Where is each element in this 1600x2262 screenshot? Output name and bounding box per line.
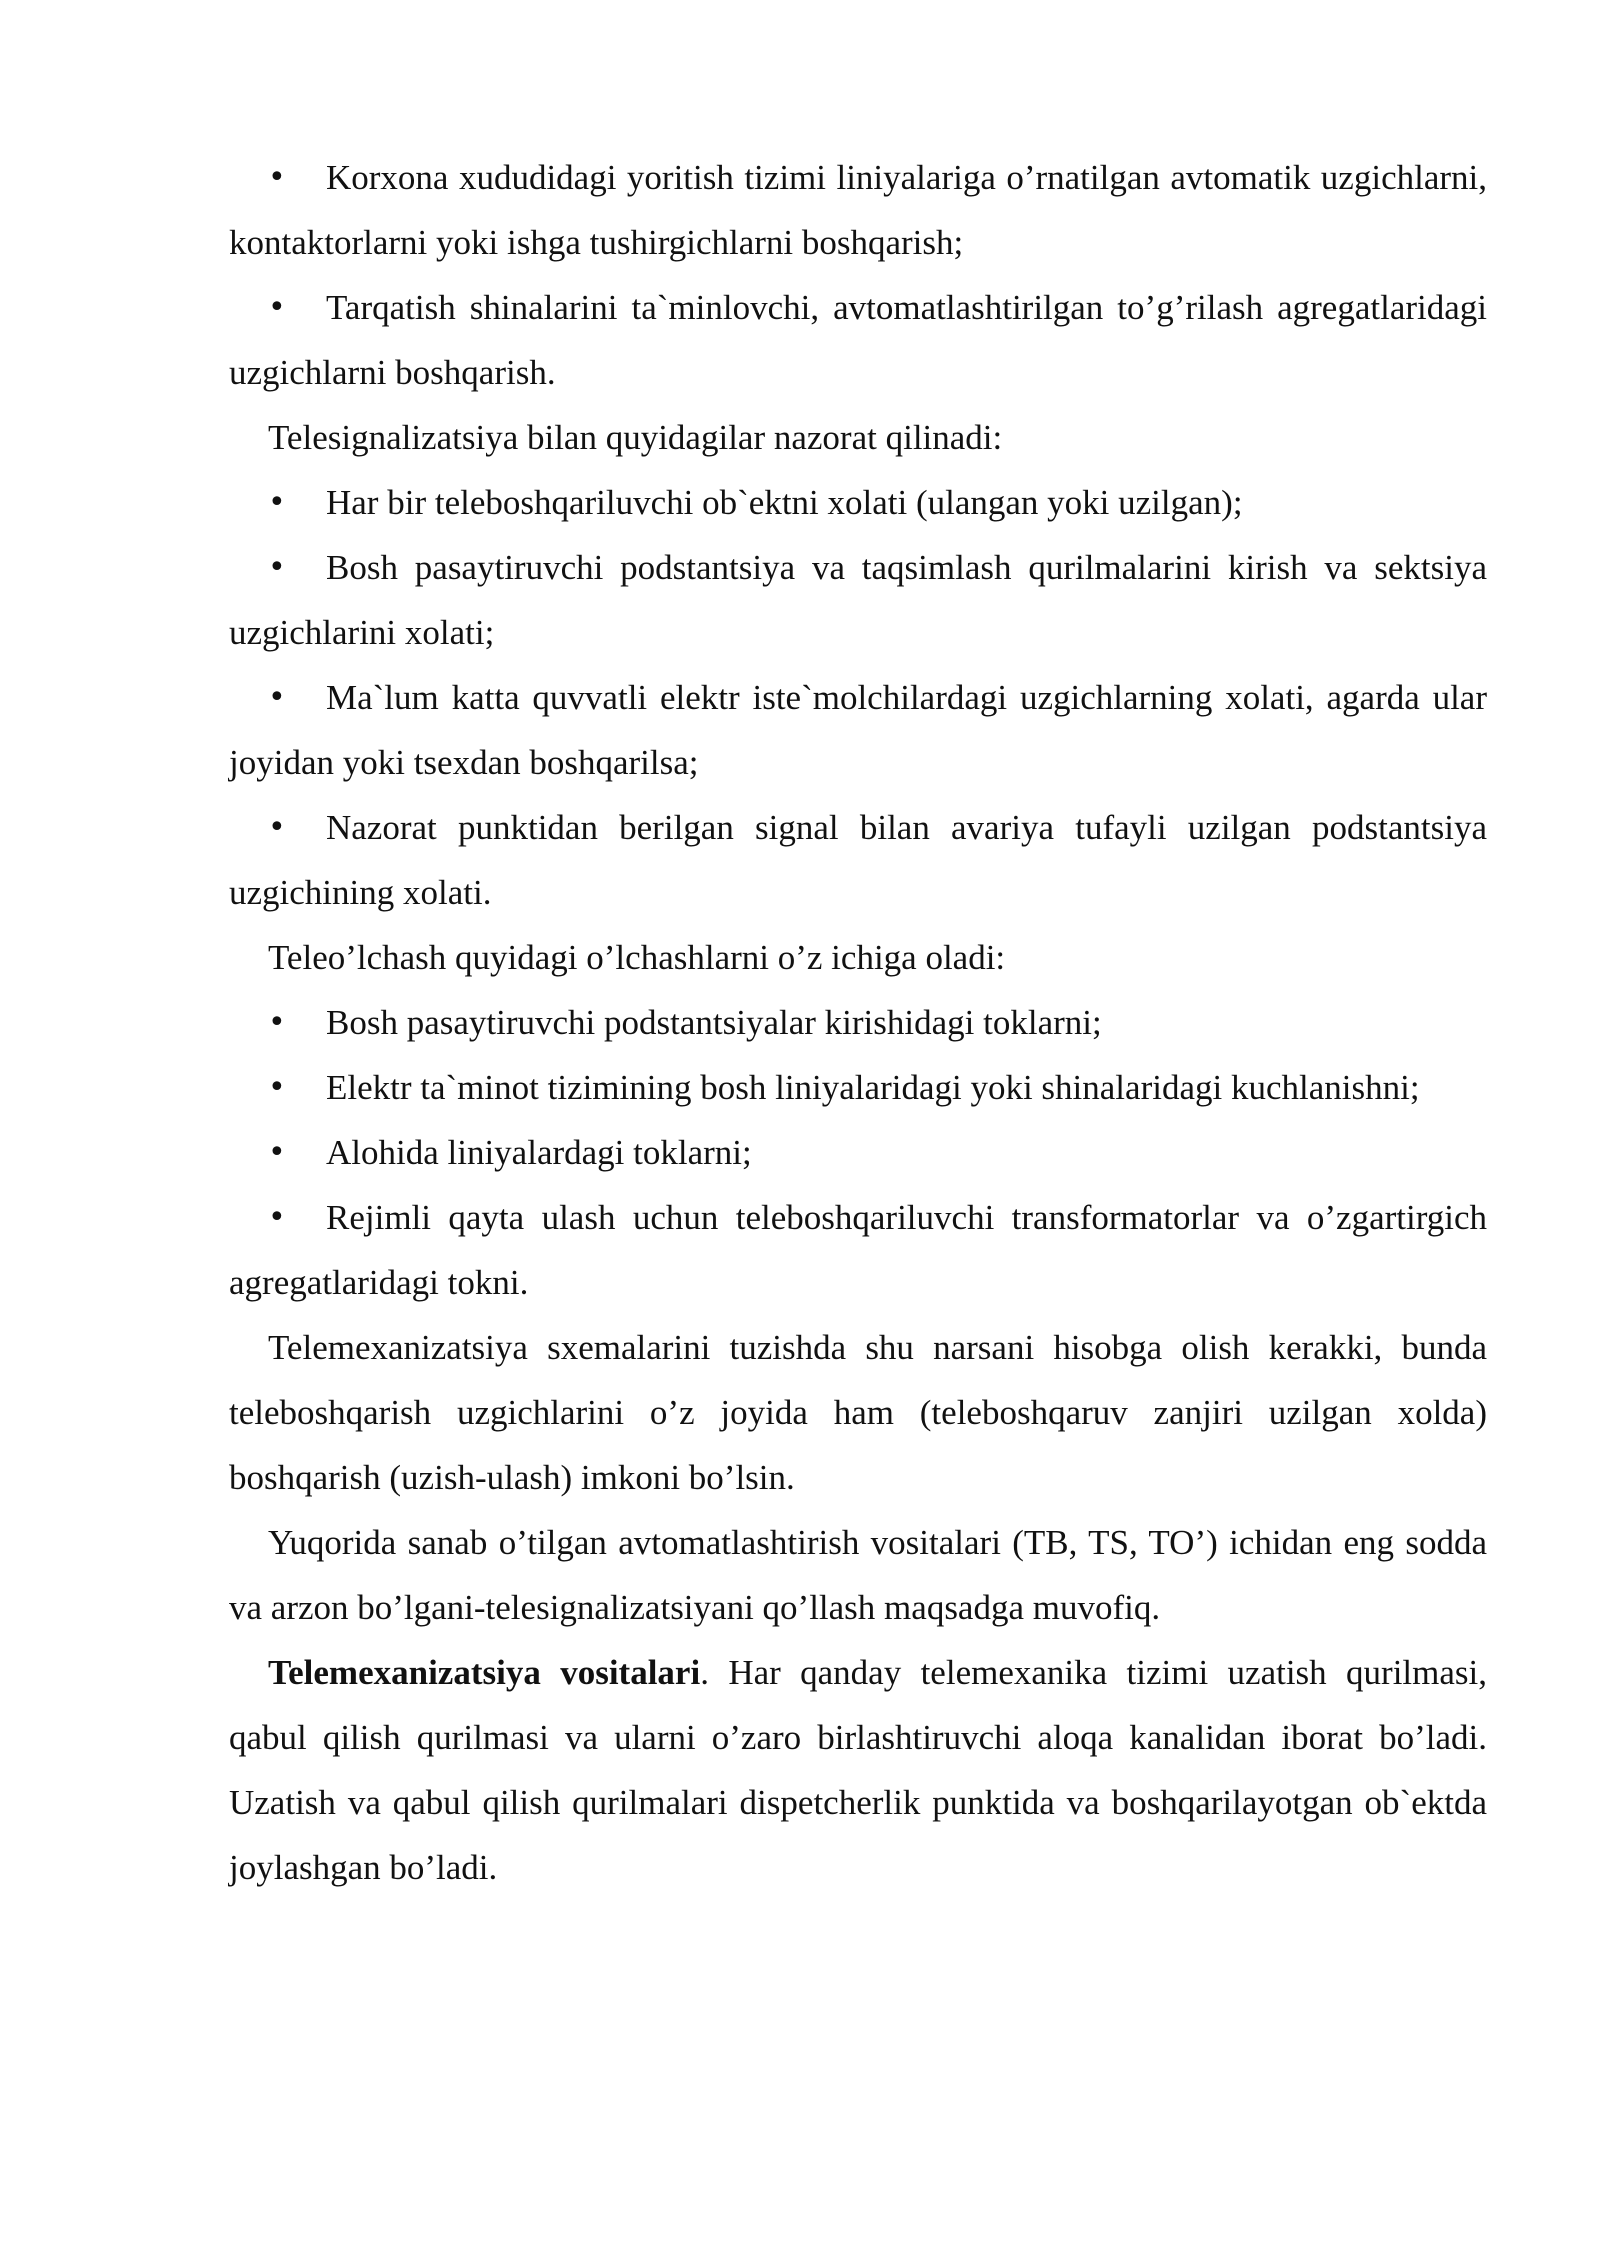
paragraph: Telesignalizatsiya bilan quyidagilar nazorat qilinadi: — [268, 418, 1003, 457]
paragraph: Telemexanizatsiya sxemalarini tuzishda shu narsani hisobga olish kerakki, bunda teleboshqarish uzgichlarini o’z joyida ham (teleboshqaruv zanjiri uzilgan xolda) boshqarish (uzish-ulash) imkoni bo’lsin. — [229, 1328, 1487, 1497]
bullet-text: Nazorat punktidan berilgan signal bilan avariya tufayli uzilgan podstantsiya uzgichining xolati. — [229, 808, 1487, 912]
bullet-item — [229, 990, 1487, 1055]
bullet-item — [229, 470, 1487, 535]
bullet-item — [229, 795, 1487, 925]
bullet-text: Bosh pasaytiruvchi podstantsiya va taqsimlash qurilmalarini kirish va sektsiya uzgichlarini xolati; — [229, 548, 1487, 652]
bullet-text: Har bir teleboshqariluvchi ob`ektni xolati (ulangan yoki uzilgan); — [326, 483, 1243, 522]
paragraph: Teleo’lchash quyidagi o’lchashlarni o’z ichiga oladi: — [268, 938, 1006, 977]
paragraph: Yuqorida sanab o’tilgan avtomatlashtirish vositalari (TB, TS, TO’) ichidan eng sodda va arzon bo’lgani-telesignalizatsiyani qo’llash maqsadga muvofiq. — [229, 1523, 1487, 1627]
paragraph-text: . Har qanday telemexanika tizimi uzatish qurilmasi, qabul qilish qurilmasi va ularni o’zaro birlashtiruvchi aloqa kanalidan iborat bo’ladi. Uzatish va qabul qilish qurilmalari dispetcherlik punktida va boshqarilayotgan ob`ektda joylashgan bo’ladi. — [229, 1653, 1488, 1887]
bullet-icon: • — [268, 810, 286, 845]
bullet-text: Tarqatish shinalarini ta`minlovchi, avtomatlashtirilgan to’g’rilash agregatlaridagi uzgichlarni boshqarish. — [229, 288, 1487, 392]
bullet-icon: • — [268, 1200, 286, 1235]
bullet-item — [229, 1055, 1487, 1120]
bullet-item — [229, 535, 1487, 665]
bullet-item — [229, 665, 1487, 795]
bullet-text: Alohida liniyalardagi toklarni; — [326, 1133, 752, 1172]
bullet-icon: • — [268, 1070, 286, 1105]
bullet-text: Rejimli qayta ulash uchun teleboshqariluvchi transformatorlar va o’zgartirgich agregatlaridagi tokni. — [229, 1198, 1487, 1302]
bullet-text: Elektr ta`minot tizimining bosh liniyalaridagi yoki shinalaridagi kuchlanishni; — [326, 1068, 1420, 1107]
bullet-icon: • — [268, 290, 286, 325]
paragraph — [229, 1640, 1487, 1900]
bullet-text: Ma`lum katta quvvatli elektr iste`molchilardagi uzgichlarning xolati, agarda ular joyidan yoki tsexdan boshqarilsa; — [229, 678, 1487, 782]
bullet-icon: • — [268, 1005, 286, 1040]
bullet-item — [229, 1120, 1487, 1185]
bullet-icon: • — [268, 160, 286, 195]
bullet-icon: • — [268, 550, 286, 585]
bullet-item — [229, 275, 1487, 405]
bullet-icon: • — [268, 1135, 286, 1170]
bullet-icon: • — [268, 680, 286, 715]
bullet-icon: • — [268, 485, 286, 520]
bullet-text: Korxona xududidagi yoritish tizimi liniyalariga o’rnatilgan avtomatik uzgichlarni, kontaktorlarni yoki ishga tushirgichlarni boshqarish; — [229, 158, 1487, 262]
bullet-item — [229, 145, 1487, 275]
bullet-item — [229, 1185, 1487, 1315]
bullet-text: Bosh pasaytiruvchi podstantsiyalar kirishidagi toklarni; — [326, 1003, 1102, 1042]
section-heading-inline: Telemexanizatsiya vositalari — [268, 1653, 701, 1692]
